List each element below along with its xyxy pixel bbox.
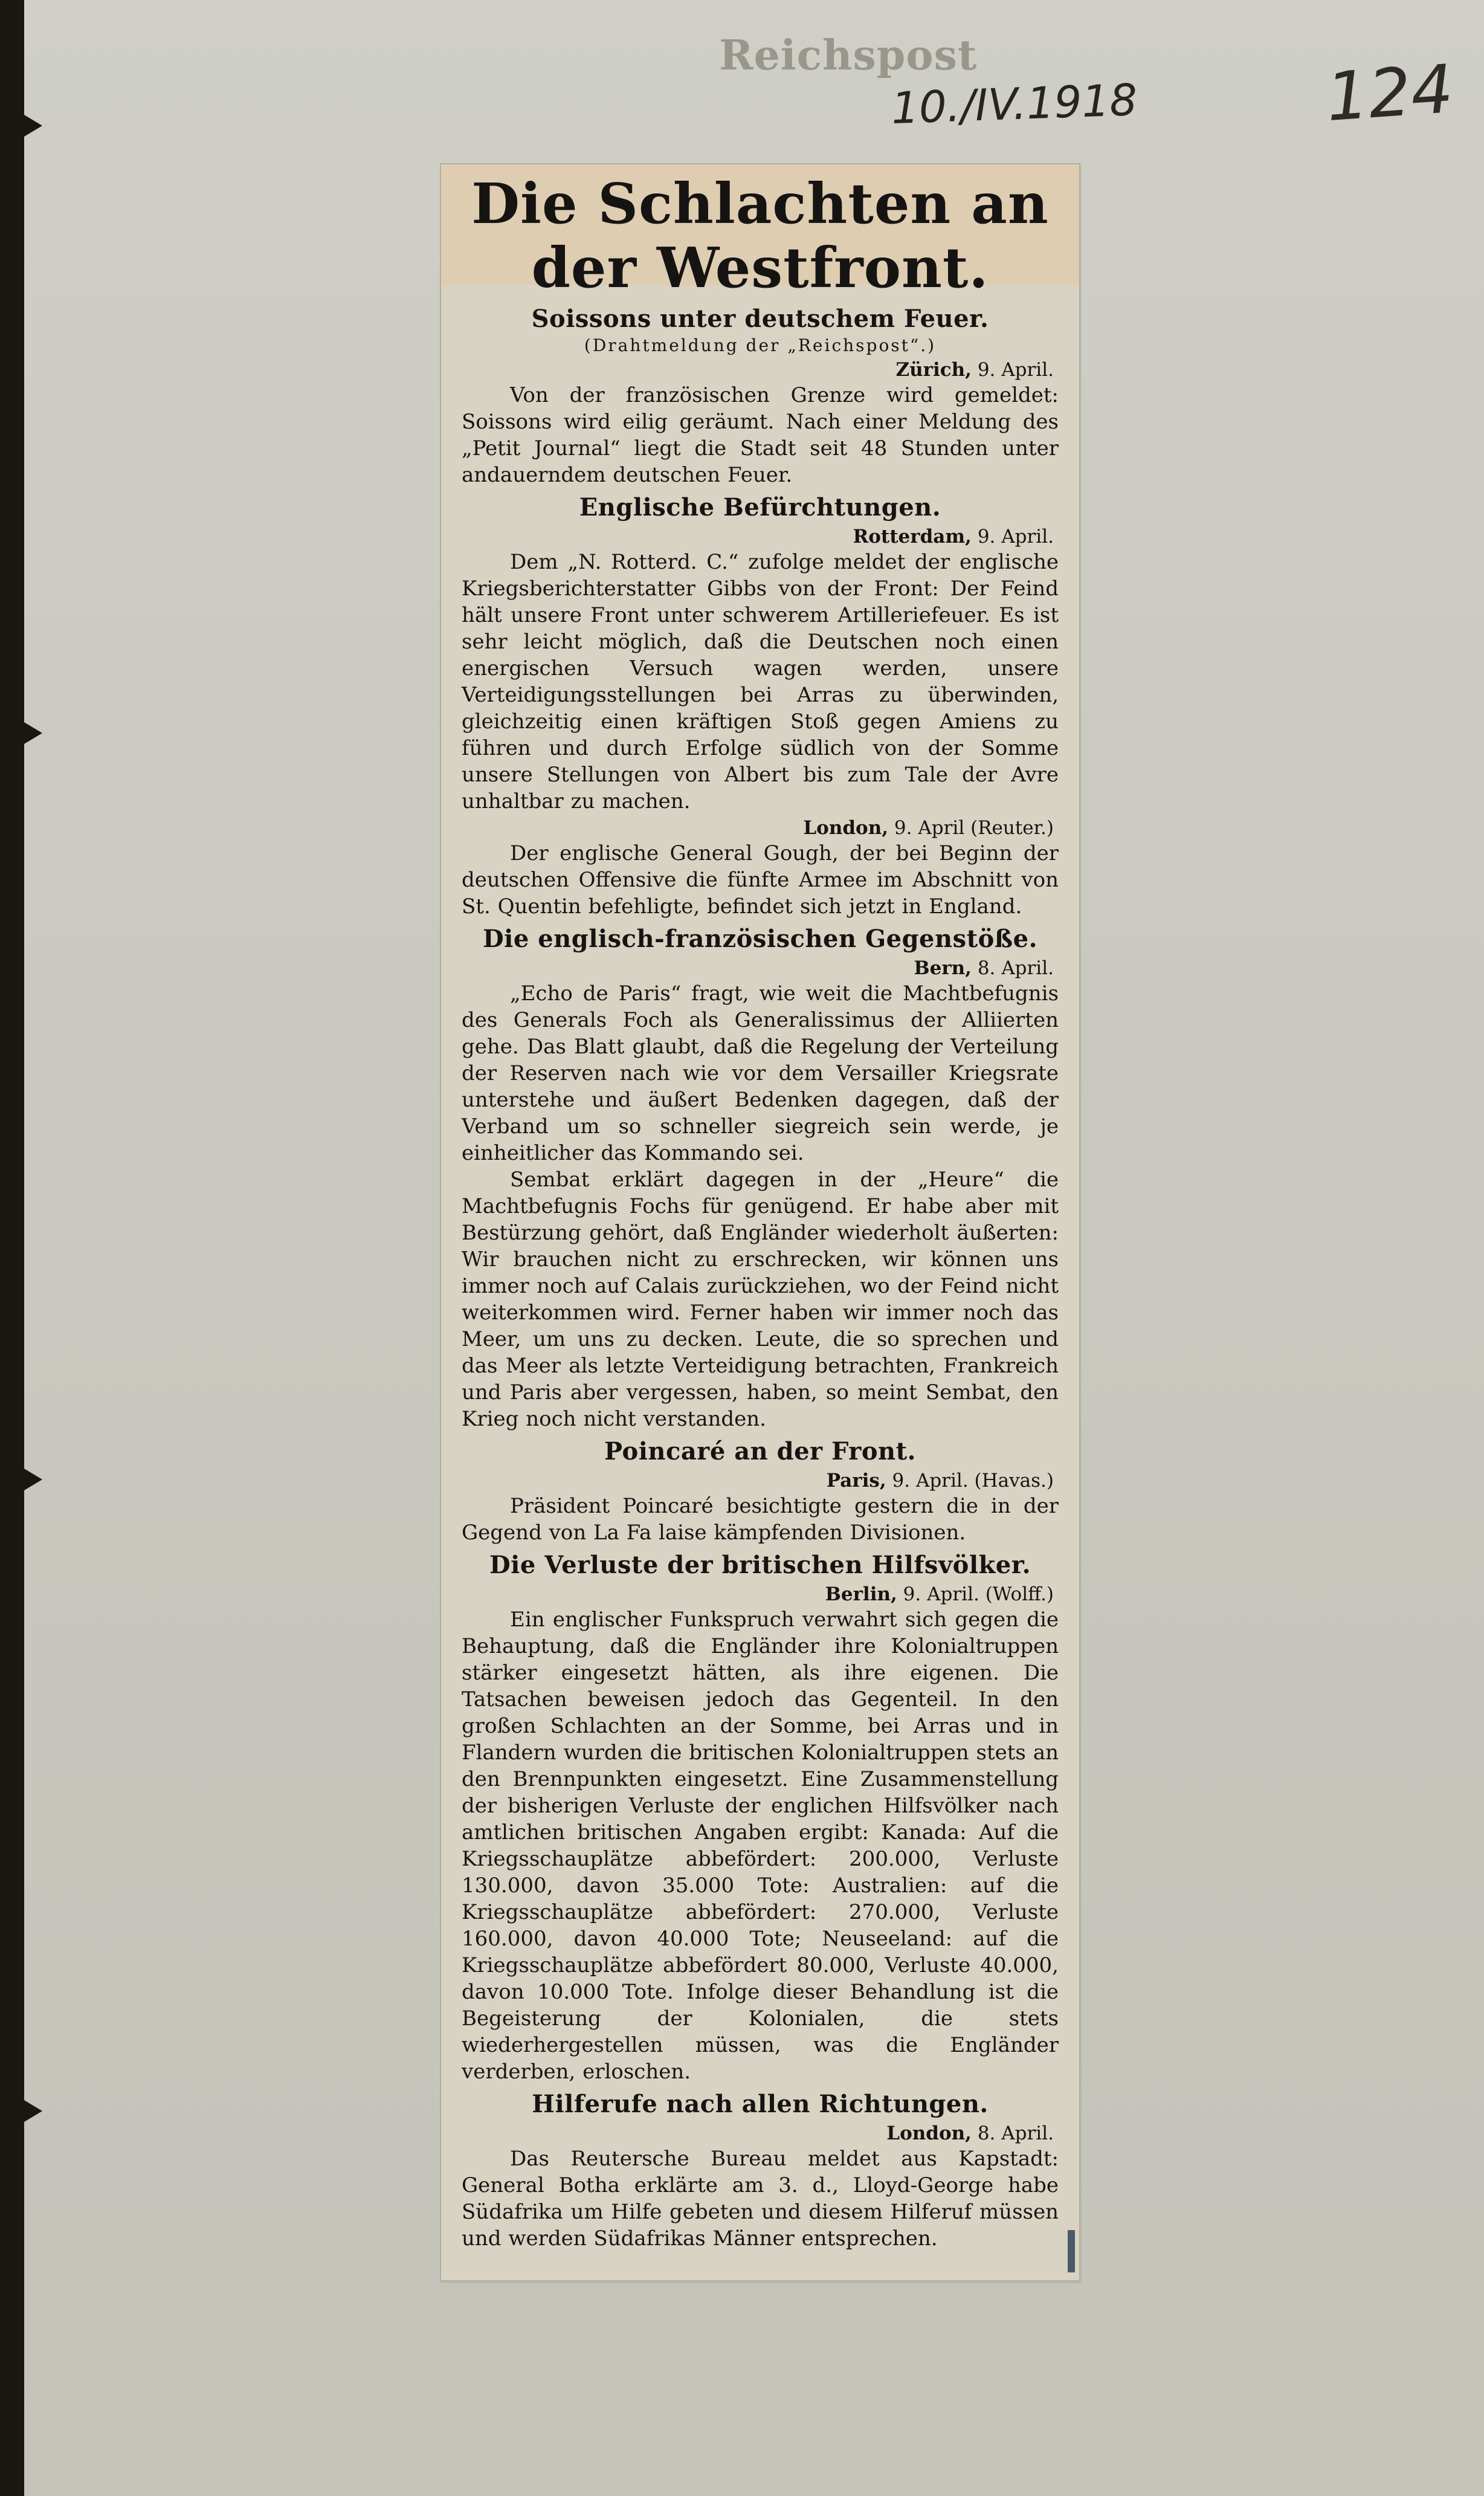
- dateline-place: Berlin,: [825, 1583, 897, 1605]
- dateline: [462, 956, 1054, 980]
- dateline: [462, 1469, 1054, 1493]
- dateline: [462, 1582, 1054, 1606]
- dateline-place: London,: [803, 817, 889, 839]
- newspaper-clipping: [440, 163, 1080, 2281]
- dateline-date: 8. April.: [977, 957, 1054, 979]
- dateline-date: 9. April. (Wolff.): [903, 1583, 1054, 1605]
- folio-number: 124: [1323, 50, 1456, 137]
- dateline-place: Bern,: [914, 957, 972, 979]
- dateline-place: London,: [886, 2123, 972, 2144]
- dateline: [462, 2121, 1054, 2145]
- dateline-date: 8. April.: [977, 2123, 1054, 2144]
- section-note: (Drahtmeldung der „Reichspost“.): [584, 335, 937, 355]
- publication-stamp: Reichspost: [719, 31, 978, 80]
- section-title: Die englisch-französischen Gegenstöße.: [482, 925, 1038, 953]
- section-title: Hilferufe nach allen Richtungen.: [532, 2090, 989, 2118]
- article-paragraph: Das Reutersche Bureau meldet aus Kapstadt: General Botha erklärte am 3. d., Lloyd-George habe Südafrika um Hilfe gebeten und diesem Hilferuf müssen und werden Südafrikas Männer entsprechen.: [462, 2147, 1059, 2251]
- binding-notch: [24, 2100, 42, 2122]
- binding-notch: [24, 115, 42, 137]
- dateline-place: Zürich,: [895, 359, 972, 381]
- dateline-date: 9. April (Reuter.): [894, 817, 1054, 839]
- article-paragraph: Dem „N. Rotterd. C.“ zufolge meldet der englische Kriegsberichterstatter Gibbs von der Front: Der Feind hält unsere Front unter schwerem Artilleriefeuer. Es ist sehr leicht möglich, daß die Deutschen noch einen energischen Versuch wagen werden, unsere Verteidigungsstellungen bei Arras zu überwinden, gleichzeitig einen kräftigen Stoß gegen Amiens zu führen und durch Erfolge südlich von der Somme unsere Stellungen von Albert bis zum Tale der Avre unhaltbar zu machen.: [462, 550, 1059, 813]
- binding-notch: [24, 1469, 42, 1490]
- headline: Die Schlachten an der Westfront.: [471, 171, 1049, 300]
- section-title: Poincaré an der Front.: [604, 1437, 916, 1466]
- dateline: [462, 816, 1054, 840]
- section-title: Die Verluste der britischen Hilfsvölker.: [489, 1551, 1031, 1579]
- dateline-date: 9. April.: [977, 359, 1054, 381]
- article-paragraph: Sembat erklärt dagegen in der „Heure“ die Machtbefugnis Fochs für genügend. Er habe aber mit Bestürzung gehört, daß Engländer wiederholt äußerten: Wir brauchen nicht zu erschrecken, wir können uns immer noch auf Calais zurückziehen, wo der Feind nicht weiterkommen wird. Ferner haben wir immer noch das Meer, um uns zu decken. Leute, die so sprechen und das Meer als letzte Verteidigung betrachten, Frankreich und Paris aber vergessen, haben, so meint Sembat, den Krieg noch nicht verstanden.: [462, 1168, 1059, 1431]
- article-paragraph: Ein englischer Funkspruch verwahrt sich gegen die Behauptung, daß die Engländer ihre Kolonialtruppen stärker eingesetzt hätten, als ihre eigenen. Die Tatsachen beweisen jedoch das Gegenteil. In den großen Schlachten an der Somme, bei Arras und in Flandern wurden die britischen Kolonialtruppen stets an den Brennpunkten eingesetzt. Eine Zusammenstellung der bisherigen Verluste der englichen Hilfsvölker nach amtlichen britischen Angaben ergibt: Kanada: Auf die Kriegsschauplätze abbefördert: 200.000, Verluste 130.000, davon 35.000 Tote: Australien: auf die Kriegsschauplätze abbefördert: 270.000, Verluste 160.000, davon 40.000 Tote; Neuseeland: auf die Kriegsschauplätze abbefördert 80.000, Verluste 40.000, davon 10.000 Tote. Infolge dieser Behandlung ist die Begeisterung der Kolonialen, die stets wiederhergestellen müssen, was die Engländer verderben, erloschen.: [462, 1608, 1059, 2084]
- article-paragraph: Von der französischen Grenze wird gemeldet: Soissons wird eilig geräumt. Nach einer Meldung des „Petit Journal“ liegt die Stadt seit 48 Stunden unter andauerndem deutschen Feuer.: [462, 383, 1059, 487]
- article-paragraph: Der englische General Gough, der bei Beginn der deutschen Offensive die fünfte Armee im Abschnitt von St. Quentin befehligte, befindet sich jetzt in England.: [462, 841, 1059, 919]
- dateline-place: Rotterdam,: [853, 526, 972, 548]
- dateline-place: Paris,: [826, 1470, 886, 1492]
- dateline: [462, 358, 1054, 382]
- section-title: Soissons unter deutschem Feuer.: [531, 305, 989, 333]
- article-paragraph: Präsident Poincaré besichtigte gestern die in der Gegend von La Fa laise kämpfenden Divisionen.: [462, 1494, 1059, 1545]
- dateline-date: 9. April. (Havas.): [892, 1470, 1054, 1492]
- dateline: [462, 525, 1054, 549]
- dateline-date: 9. April.: [977, 526, 1054, 548]
- article-paragraph: „Echo de Paris“ fragt, wie weit die Machtbefugnis des Generals Foch als Generalissimus der Alliierten gehe. Das Blatt glaubt, daß die Regelung der Verteilung der Reserven nach wie vor dem Versailler Kriegsrate unterstehe und äußert Bedenken dagegen, daß der Verband um so schneller siegreich sein werde, je einheitlicher das Kommando sei.: [462, 981, 1059, 1165]
- margin-mark: [1068, 2230, 1075, 2272]
- handwritten-date: 10./IV.1918: [890, 74, 1138, 134]
- binding-notch: [24, 722, 42, 744]
- section-title: Englische Befürchtungen.: [579, 493, 941, 522]
